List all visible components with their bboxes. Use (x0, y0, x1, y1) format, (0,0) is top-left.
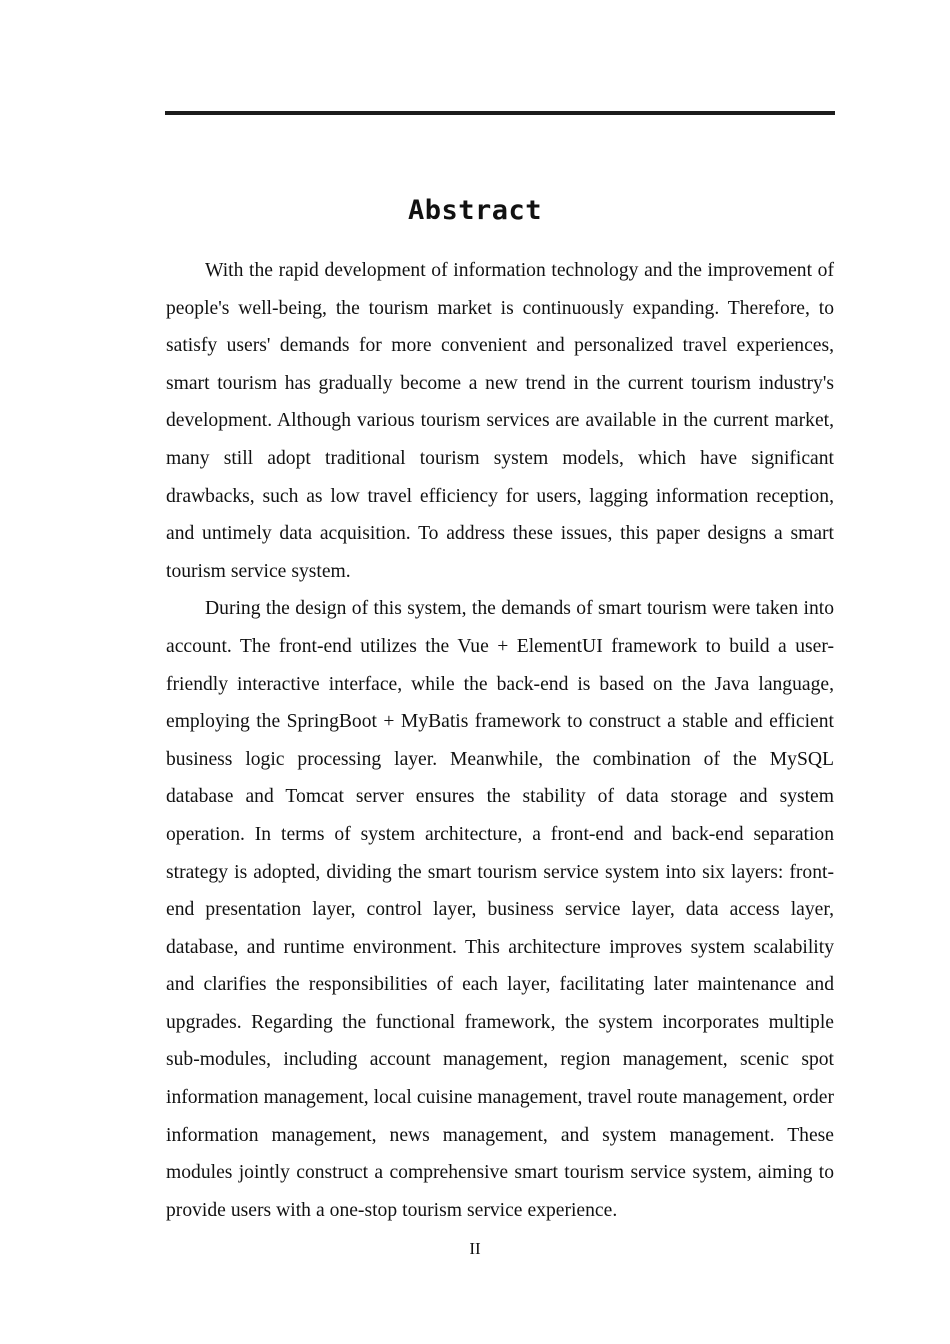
header-rule-divider (165, 111, 835, 115)
page-title: Abstract (407, 195, 543, 227)
paragraph-1: With the rapid development of information technology and the improvement of people's well-being, the tourism market is continuously expanding. Therefore, to satisfy users' demands for more convenient and personalized travel experiences, smart tourism has gradually become a new trend in the current tourism industry's development. Although various tourism services are available in the current market, many still adopt traditional tourism system models, which have significant drawbacks, such as low travel efficiency for users, lagging information reception, and untimely data acquisition. To address these issues, this paper designs a smart tourism service system. (166, 260, 834, 582)
abstract-body (166, 252, 834, 1229)
paragraph-2: During the design of this system, the demands of smart tourism were taken into account. The front-end utilizes the Vue + ElementUI framework to build a user-friendly interactive interface, while the back-end is based on the Java language, employing the SpringBoot + MyBatis framework to construct a stable and efficient business logic processing layer. Meanwhile, the combination of the MySQL database and Tomcat server ensures the stability of data storage and system operation. In terms of system architecture, a front-end and back-end separation strategy is adopted, dividing the smart tourism service system into six layers: front-end presentation layer, control layer, business service layer, data access layer, database, and runtime environment. This architecture improves system scalability and clarifies the responsibilities of each layer, facilitating later maintenance and upgrades. Regarding the functional framework, the system incorporates multiple sub-modules, including account management, region management, scenic spot information management, local cuisine management, travel route management, order information management, news management, and system management. These modules jointly construct a comprehensive smart tourism service system, aiming to provide users with a one-stop tourism service experience. (166, 598, 834, 1221)
page-footer (0, 1238, 950, 1260)
page-number: II (469, 1239, 481, 1258)
page-header (0, 0, 950, 120)
